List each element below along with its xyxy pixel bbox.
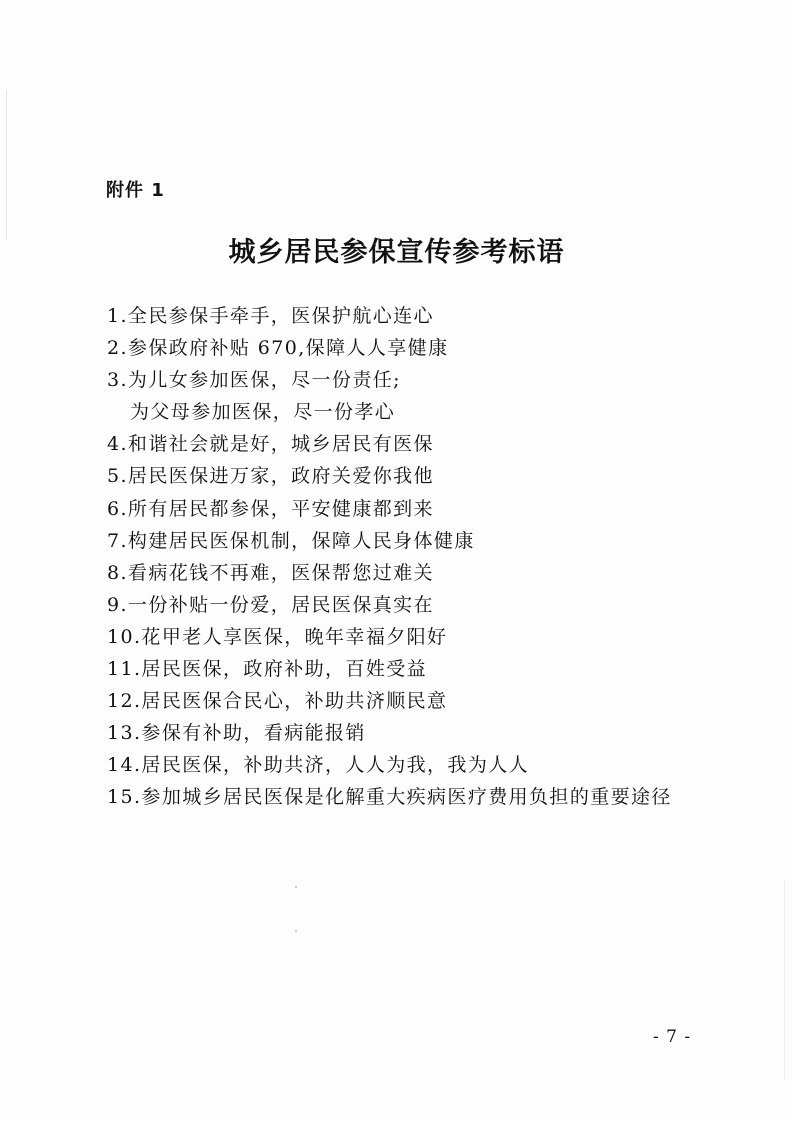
slogan-item-8: 8.看病花钱不再难，医保帮您过难关 xyxy=(107,561,434,584)
document-title: 城乡居民参保宣传参考标语 xyxy=(228,237,565,268)
slogan-item-14: 14.居民医保，补助共济，人人为我，我为人人 xyxy=(107,754,530,777)
page-number: - 7 - xyxy=(653,1027,692,1047)
slogan-item-5: 5.居民医保进万家，政府关爱你我他 xyxy=(107,465,434,488)
slogan-item-3: 3.为儿女参加医保，尽一份责任; xyxy=(107,369,401,392)
slogan-item-1: 1.全民参保手牵手，医保护航心连心 xyxy=(107,305,434,327)
slogan-item-15: 15.参加城乡居民医保是化解重大疾病医疗费用负担的重要途径 xyxy=(107,786,672,809)
scan-speck xyxy=(295,886,297,888)
scan-edge-mark xyxy=(6,90,7,240)
slogan-item-13: 13.参保有补助，看病能报销 xyxy=(107,722,366,745)
slogan-list xyxy=(107,300,747,814)
slogan-item-12: 12.居民医保合民心，补助共济顺民意 xyxy=(107,690,448,713)
scan-edge-mark xyxy=(784,880,785,1080)
slogan-item-2: 2.参保政府补贴 670,保障人人享健康 xyxy=(107,337,449,360)
attachment-label: 附件 1 xyxy=(106,180,165,201)
slogan-item-11: 11.居民医保，政府补助，百姓受益 xyxy=(107,658,428,681)
slogan-item-3-continued: 为父母参加医保，尽一份孝心 xyxy=(130,401,396,424)
slogan-item-9: 9.一份补贴一份爱，居民医保真实在 xyxy=(107,593,434,616)
slogan-item-4: 4.和谐社会就是好，城乡居民有医保 xyxy=(107,433,434,456)
slogan-item-7: 7.构建居民医保机制，保障人民身体健康 xyxy=(107,529,475,552)
scan-speck xyxy=(295,930,297,932)
slogan-item-6: 6.所有居民都参保，平安健康都到来 xyxy=(107,497,434,520)
slogan-item-10: 10.花甲老人享医保，晚年幸福夕阳好 xyxy=(107,625,448,648)
